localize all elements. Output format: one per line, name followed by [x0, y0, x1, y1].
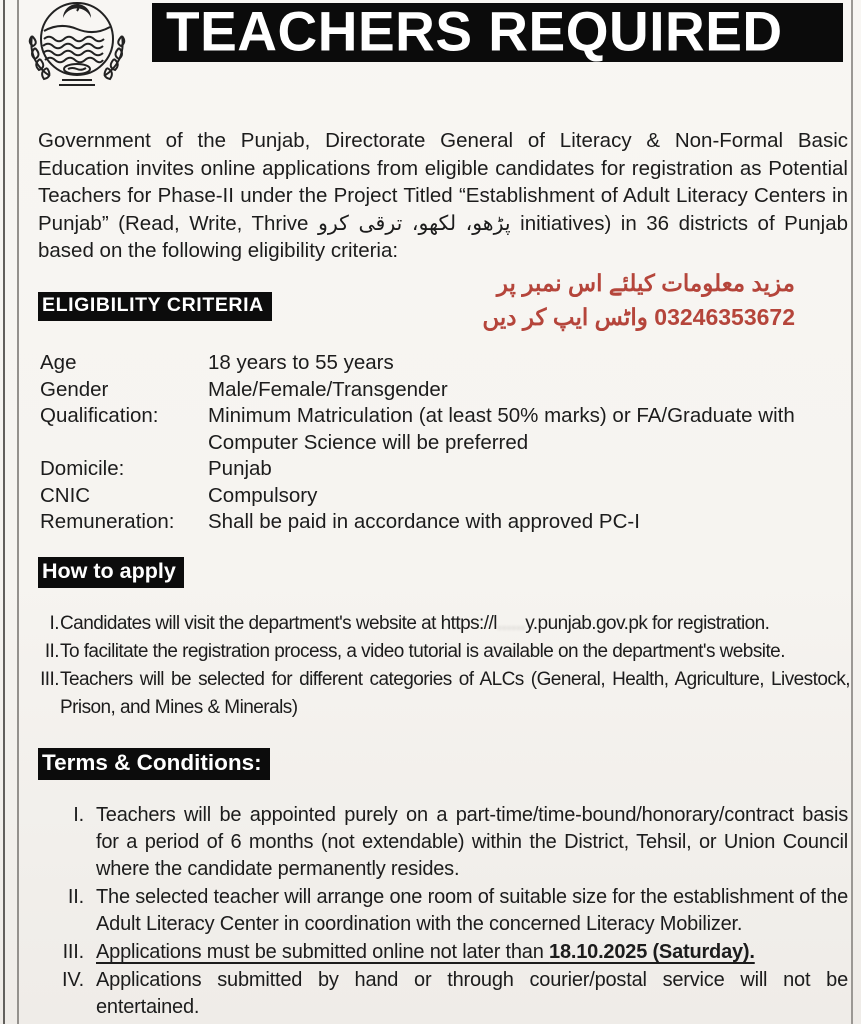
deadline-sentence	[96, 941, 755, 963]
intro-paragraph: Government of the Punjab, Directorate General of Literacy & Non-Formal Basic Education invites online applications from eligible candidates for registration as Potential Teachers for Phase-II under the Project Titled “Establishment of Adult Literacy Centers in Punjab” (Read, Write, Thrive پڑھو، لکھو، ترقی کرو initiatives) in 36 districts of Punjab based on the following eligibility criteria:	[38, 129, 848, 263]
item-text-prefix: Applications must be submitted online not later than	[96, 941, 550, 963]
eligibility-criteria-table	[40, 350, 848, 536]
item-text: To facilitate the registration process, a video tutorial is available on the department's website.	[60, 641, 785, 662]
punjab-emblem-icon	[20, 0, 130, 88]
item-text: Teachers will be selected for different categories of ALCs (General, Health, Agriculture, Livestock, Prison, and Mines & Minerals)	[60, 669, 850, 718]
item-numeral: III.	[40, 669, 59, 690]
page-title: TEACHERS REQUIRED	[166, 0, 783, 63]
criteria-label-remuneration: Remuneration:	[40, 510, 175, 533]
redacted-url-segment: ......	[496, 613, 526, 634]
how-to-apply-heading: How to apply	[38, 557, 184, 588]
page-border-right	[851, 0, 853, 1024]
criteria-value-domicile: Punjab	[208, 457, 272, 480]
how-to-apply-item-3	[38, 666, 850, 722]
criteria-label-age: Age	[40, 351, 77, 374]
how-to-apply-item-1	[38, 610, 850, 638]
terms-and-conditions-heading: Terms & Conditions:	[38, 748, 270, 780]
criteria-value-qualification: Minimum Matriculation (at least 50% marks) or FA/Graduate with Computer Science will be preferred	[208, 404, 795, 454]
criteria-label-domicile: Domicile:	[40, 457, 125, 480]
whatsapp-note-line2: 03246353672 واٹس ایپ کر دیں	[482, 304, 795, 330]
criteria-value-remuneration: Shall be paid in accordance with approved PC-I	[208, 510, 640, 533]
item-numeral: IV.	[61, 969, 84, 991]
criteria-value-age: 18 years to 55 years	[208, 351, 394, 374]
terms-and-conditions-list	[38, 802, 848, 1022]
page-border-left-inner	[17, 0, 19, 1024]
item-numeral: II.	[44, 641, 59, 662]
item-text-pre: Candidates will visit the department's website at https://l	[60, 613, 497, 634]
terms-item-1	[38, 802, 848, 883]
criteria-label-gender: Gender	[40, 377, 109, 401]
terms-item-3-deadline	[38, 939, 848, 966]
item-numeral: I.	[73, 804, 84, 826]
criteria-label-qualification: Qualification:	[40, 404, 159, 427]
item-text-post: y.punjab.gov.pk for registration.	[525, 613, 770, 634]
whatsapp-note-line1: مزید معلومات کیلئے اس نمبر پر	[496, 270, 795, 296]
title-banner	[152, 0, 843, 63]
item-numeral: III.	[62, 941, 84, 963]
how-to-apply-item-2	[38, 638, 850, 666]
whatsapp-contact-note	[375, 266, 795, 334]
punjab-government-emblem-logo	[20, 0, 130, 88]
item-numeral: I.	[49, 613, 59, 634]
criteria-label-cnic: CNIC	[40, 483, 91, 507]
item-text: Applications submitted by hand or through courier/postal service will not be entertained.	[96, 969, 848, 1018]
terms-item-4	[38, 967, 848, 1021]
deadline-date: 18.10.2025 (Saturday).	[549, 941, 755, 963]
eligibility-criteria-heading: ELIGIBILITY CRITERIA	[38, 292, 272, 321]
item-text: Teachers will be appointed purely on a part-time/time-bound/honorary/contract basis for a period of 6 months (not extendable) within the District, Tehsil, or Union Council where the candidate permanently resides.	[96, 804, 848, 880]
item-text: The selected teacher will arrange one room of suitable size for the establishment of the Adult Literacy Center in coordination with the concerned Literacy Mobilizer.	[96, 886, 848, 935]
item-numeral: II.	[67, 886, 84, 908]
how-to-apply-list	[38, 610, 850, 722]
criteria-value-cnic: Compulsory	[208, 483, 318, 507]
page-border-left-outer	[3, 0, 5, 1024]
criteria-value-gender: Male/Female/Transgender	[208, 377, 448, 401]
terms-item-2	[38, 884, 848, 938]
